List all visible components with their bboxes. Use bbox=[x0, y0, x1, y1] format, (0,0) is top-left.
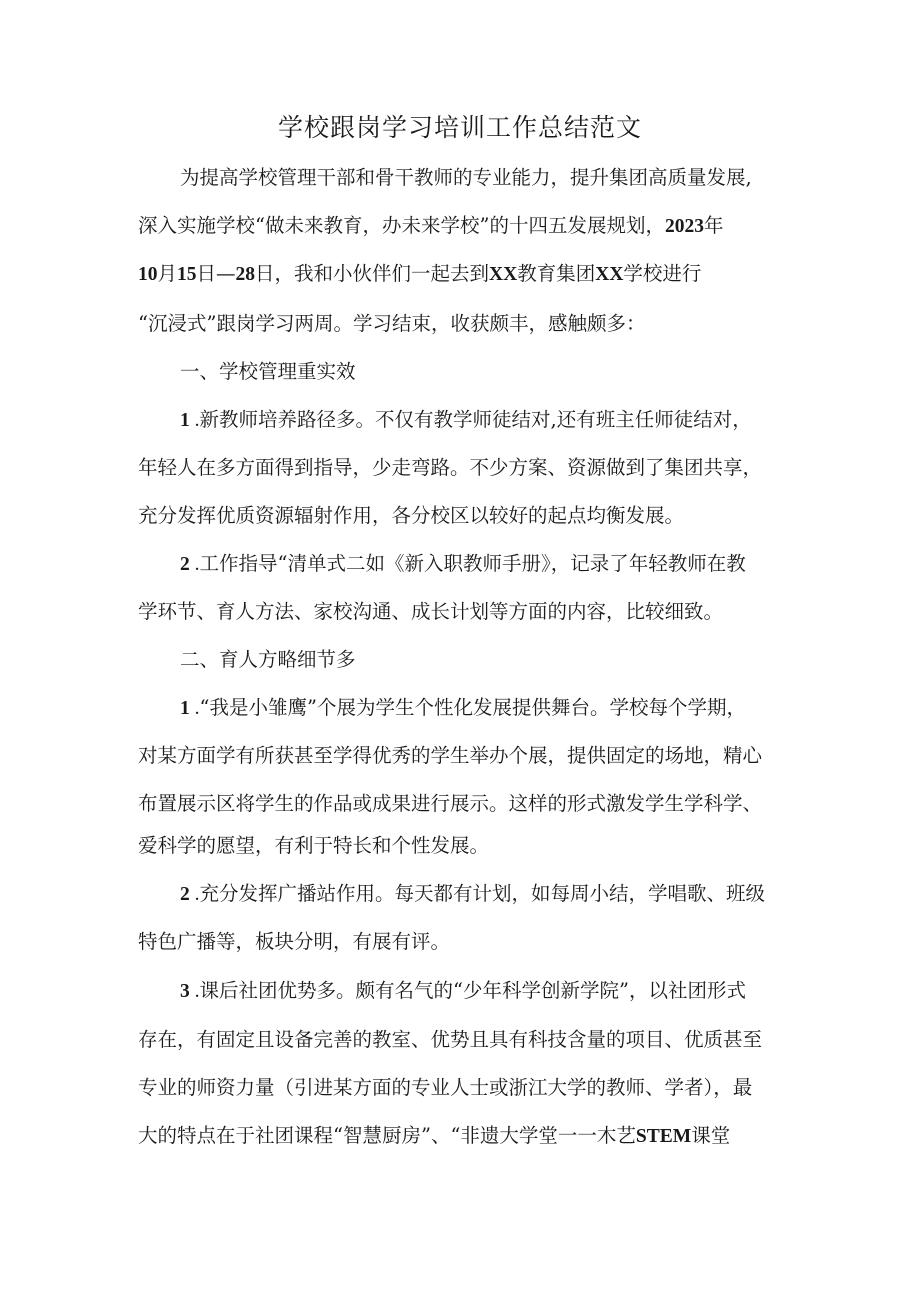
s2-item-3-line-3: 专业的师资力量（引进某方面的专业人士或浙江大学的教师、学者），最 bbox=[138, 1076, 753, 1099]
s1-item-2-line-2: 学环节、育人方法、家校沟通、成长计划等方面的内容，比较细致。 bbox=[138, 600, 724, 623]
item-number: 2 bbox=[180, 884, 190, 905]
s2-item-1-line-3: 布置展示区将学生的作品或成果进行展示。这样的形式激发学生学科学、 bbox=[138, 792, 763, 815]
intro-line-3 bbox=[138, 259, 701, 290]
month-unit: 月 bbox=[157, 262, 178, 285]
intro-line-1: 为提高学校管理干部和骨干教师的专业能力，提升集团高质量发展, bbox=[180, 166, 752, 189]
intro-text: 深入实施学校“做未来教育，办未来学校”的十四五发展规划， bbox=[138, 214, 665, 237]
s1-item-2-line-1 bbox=[180, 549, 746, 580]
s1-item-1-line-2: 年轻人在多方面得到指导，少走弯路。不少方案、资源做到了集团共享， bbox=[138, 456, 763, 479]
year-unit: 年 bbox=[703, 214, 724, 237]
item-separator: . bbox=[189, 554, 200, 575]
s1-item-1-line-3: 充分发挥优质资源辐射作用，各分校区以较好的起点均衡发展。 bbox=[138, 504, 685, 527]
intro-line-2 bbox=[138, 211, 723, 242]
s2-item-2-line-1 bbox=[180, 879, 765, 910]
month: 10 bbox=[138, 264, 158, 285]
s2-item-1-line-1 bbox=[180, 693, 746, 724]
item-number: 1 bbox=[180, 698, 190, 719]
item-text: 课后社团优势多。颇有名气的“少年科学创新学院”，以社团形式 bbox=[199, 979, 746, 1002]
s2-item-3-line-2: 存在，有固定且设备完善的教室、优势且具有科技含量的项目、优质甚至 bbox=[138, 1028, 763, 1051]
item-text: 工作指导“清单式二如《新入职教师手册》，记录了年轻教师在教 bbox=[199, 552, 746, 575]
intro-text: 日，我和小伙伴们一起去到 bbox=[255, 262, 490, 285]
intro-text: 教育集团 bbox=[517, 262, 596, 285]
end-day: 28 bbox=[235, 264, 256, 285]
item-text: “我是小雏鹰”个展为学生个性化发展提供舞台。学校每个学期， bbox=[199, 696, 746, 719]
intro-line-4: “沉浸式”跟岗学习两周。学习结束，收获颇丰，感触颇多： bbox=[138, 312, 646, 335]
s2-item-2-line-2: 特色广播等，板块分明，有展有评。 bbox=[138, 930, 451, 953]
stem-term: STEM bbox=[635, 1126, 692, 1147]
school-placeholder: XX bbox=[595, 264, 624, 285]
item-text: 大的特点在于社团课程“智慧厨房”、“非遗大学堂一一木艺 bbox=[138, 1124, 636, 1147]
item-text: 课堂 bbox=[691, 1124, 731, 1147]
s2-item-1-line-4: 爱科学的愿望，有利于特长和个性发展。 bbox=[138, 834, 490, 857]
document-title: 学校跟岗学习培训工作总结范文 bbox=[277, 113, 642, 142]
intro-text: 学校进行 bbox=[623, 262, 702, 285]
s1-item-1-line-1 bbox=[180, 405, 752, 436]
start-day: 15 bbox=[177, 264, 197, 285]
group-placeholder: XX bbox=[489, 264, 518, 285]
s2-item-3-line-4 bbox=[138, 1121, 730, 1152]
section-2-heading: 二、育人方略细节多 bbox=[180, 648, 356, 671]
item-number: 1 bbox=[180, 410, 190, 431]
item-separator: . bbox=[189, 698, 200, 719]
item-number: 2 bbox=[180, 554, 190, 575]
item-separator: . bbox=[189, 981, 200, 1002]
day-range-sep: 日— bbox=[196, 262, 236, 285]
item-text: 新教师培养路径多。不仅有教学师徒结对,还有班主任师徒结对， bbox=[199, 408, 752, 431]
item-text: 充分发挥广播站作用。每天都有计划，如每周小结，学唱歌、班级 bbox=[199, 882, 766, 905]
s2-item-3-line-1 bbox=[180, 976, 746, 1007]
year: 2023 bbox=[664, 216, 704, 237]
item-separator: . bbox=[189, 884, 200, 905]
section-1-heading: 一、学校管理重实效 bbox=[180, 360, 356, 383]
item-number: 3 bbox=[180, 981, 190, 1002]
s2-item-1-line-2: 对某方面学有所获甚至学得优秀的学生举办个展，提供固定的场地，精心 bbox=[138, 744, 763, 767]
item-separator: . bbox=[189, 410, 200, 431]
